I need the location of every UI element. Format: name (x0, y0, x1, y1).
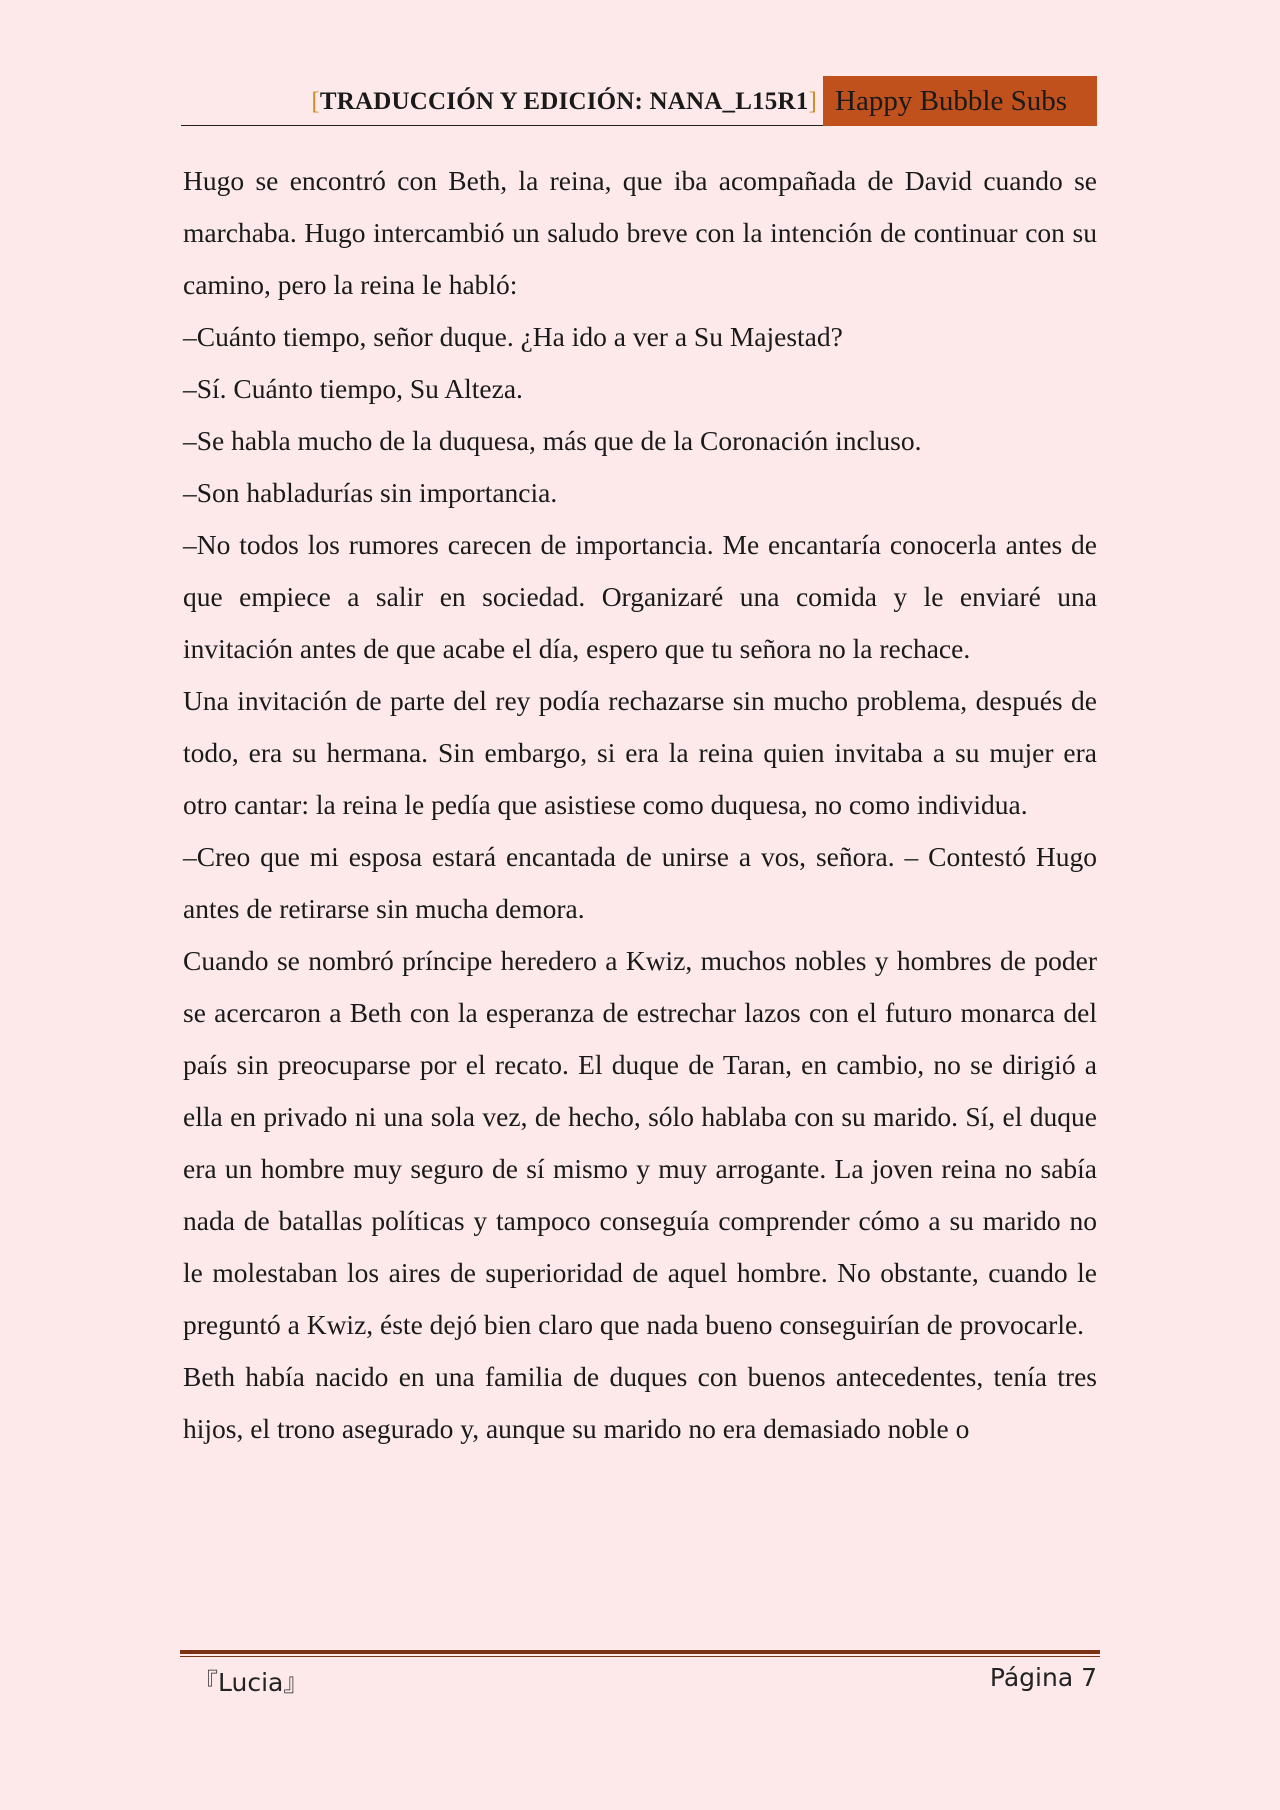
paragraph: Cuando se nombró príncipe heredero a Kwiz, muchos nobles y hombres de poder se acercaron a Beth con la esperanza de estrechar lazos con el futuro monarca del país sin preocuparse por el recato. El duque de Taran, en cambio, no se dirigió a ella en privado ni una sola vez, de hecho, sólo hablaba con su marido. Sí, el duque era un hombre muy seguro de sí mismo y muy arrogante. La joven reina no sabía nada de batallas políticas y tampoco conseguía comprender cómo a su marido no le molestaban los aires de superioridad de aquel hombre. No obstante, cuando le preguntó a Kwiz, éste dejó bien claro que nada bueno conseguirían de provocarle. (183, 945, 1097, 1340)
header-credit-area (181, 76, 823, 126)
footer-divider-thin (180, 1656, 1100, 1657)
footer-book-title: 『Lucia』 (193, 1668, 309, 1697)
group-name-box: Happy Bubble Subs (823, 76, 1097, 126)
paragraph: –No todos los rumores carecen de importancia. Me encantaría conocerla antes de que empiece a salir en sociedad. Organizaré una comida y le enviaré una invitación antes de que acabe el día, espero que tu señora no la rechace. (183, 529, 1097, 664)
paragraph: –Creo que mi esposa estará encantada de unirse a vos, señora. – Contestó Hugo antes de retirarse sin mucha demora. (183, 841, 1097, 924)
page-body (183, 155, 1097, 1455)
page-header (181, 76, 1097, 126)
paragraph: Una invitación de parte del rey podía rechazarse sin mucho problema, después de todo, era su hermana. Sin embargo, si era la reina quien invitaba a su mujer era otro cantar: la reina le pedía que asistiese como duquesa, no como individua. (183, 685, 1097, 820)
footer-page-number: Página 7 (989, 1663, 1097, 1692)
paragraph: –Sí. Cuánto tiempo, Su Alteza. (183, 373, 523, 404)
credit-bracket-open: [ (311, 88, 320, 115)
credit-text: TRADUCCIÓN Y EDICIÓN: NANA_L15R1 (319, 88, 809, 115)
paragraph: Beth había nacido en una familia de duques con buenos antecedentes, tenía tres hijos, el trono asegurado y, aunque su marido no era demasiado noble o (183, 1361, 1097, 1444)
paragraph: Hugo se encontró con Beth, la reina, que iba acompañada de David cuando se marchaba. Hugo intercambió un saludo breve con la intención de continuar con su camino, pero la reina le habló: (183, 165, 1097, 300)
translation-credit (311, 88, 817, 116)
paragraph: –Cuánto tiempo, señor duque. ¿Ha ido a ver a Su Majestad? (183, 321, 843, 352)
credit-bracket-close: ] (808, 88, 817, 115)
paragraph: –Se habla mucho de la duquesa, más que de la Coronación incluso. (183, 425, 922, 456)
footer-divider (180, 1650, 1100, 1657)
footer-divider-thick (180, 1650, 1100, 1654)
paragraph: –Son habladurías sin importancia. (183, 477, 558, 508)
